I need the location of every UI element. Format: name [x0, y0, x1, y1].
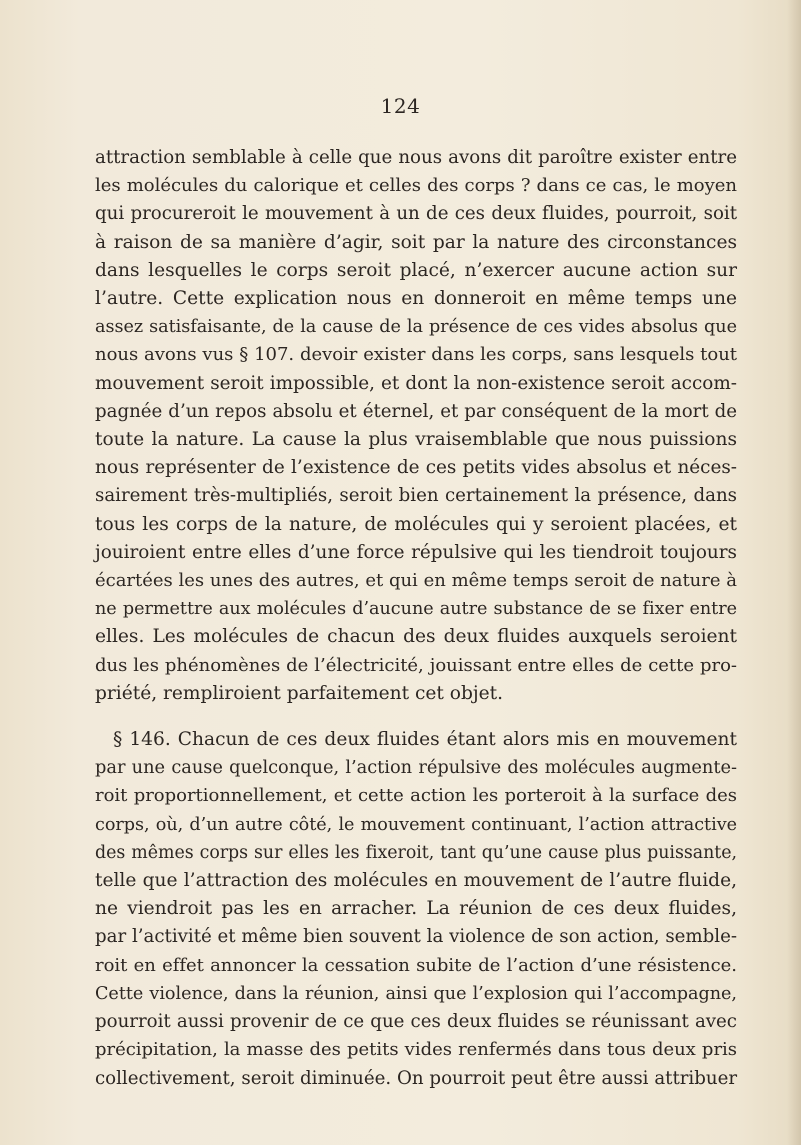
- text-line: corps, où, d’un autre côté, le mouvement continuant, l’action attractive: [95, 814, 737, 835]
- body-text: [95, 144, 737, 1093]
- text-line: des mêmes corps sur elles les fixeroit, tant qu’une cause plus puissante,: [95, 842, 737, 863]
- text-line: qui procureroit le mouvement à un de ces deux fluides, pourroit, soit: [95, 203, 737, 225]
- text-line: attraction semblable à celle que nous avons dit paroître exister entre: [95, 147, 737, 168]
- text-line: § 146. Chacun de ces deux fluides étant alors mis en mouvement: [113, 729, 737, 751]
- paragraph-gap: [95, 708, 737, 726]
- paragraph-2: [95, 726, 737, 1093]
- page-number: 124: [380, 94, 421, 118]
- text-line: telle que l’attraction des molécules en mouvement de l’autre fluide,: [95, 870, 737, 892]
- text-line: collectivement, seroit diminuée. On pourroit peut être aussi attribuer: [95, 1067, 737, 1089]
- text-line: assez satisfaisante, de la cause de la présence de ces vides absolus que: [95, 317, 737, 338]
- text-line: jouiroient entre elles d’une force répulsive qui les tiendroit toujours: [95, 541, 737, 563]
- text-line: les molécules du calorique et celles des corps ? dans ce cas, le moyen: [95, 175, 737, 197]
- text-line: nous représenter de l’existence de ces petits vides absolus et néces-: [95, 457, 737, 479]
- text-line: nous avons vus § 107. devoir exister dans les corps, sans lesquels tout: [95, 344, 737, 366]
- text-line: priété, rempliroient parfaitement cet objet.: [95, 682, 504, 704]
- page-edge-shadow: [787, 0, 801, 1145]
- text-line: par l’activité et même bien souvent la violence de son action, semble-: [95, 926, 737, 948]
- text-line: mouvement seroit impossible, et dont la non-existence seroit accom-: [95, 372, 737, 394]
- text-line: à raison de sa manière d’agir, soit par la nature des circonstances: [95, 231, 737, 253]
- text-line: tous les corps de la nature, de molécules qui y seroient placées, et: [95, 513, 737, 535]
- text-line: pourroit aussi provenir de ce que ces deux fluides se réunissant avec: [95, 1011, 737, 1033]
- text-line: elles. Les molécules de chacun des deux fluides auxquels seroient: [95, 626, 737, 648]
- text-line: l’autre. Cette explication nous en donneroit en même temps une: [95, 288, 737, 310]
- text-line: écartées les unes des autres, et qui en même temps seroit de nature à: [95, 570, 737, 592]
- text-line: dus les phénomènes de l’électricité, jouissant entre elles de cette pro-: [95, 654, 737, 676]
- text-line: ne permettre aux molécules d’aucune autre substance de se fixer entre: [95, 599, 737, 620]
- text-line: ne viendroit pas les en arracher. La réunion de ces deux fluides,: [95, 898, 737, 920]
- text-line: précipitation, la masse des petits vides renfermés dans tous deux pris: [95, 1039, 737, 1061]
- text-line: Cette violence, dans la réunion, ainsi que l’explosion qui l’accompagne,: [95, 983, 737, 1004]
- text-line: toute la nature. La cause la plus vraisemblable que nous puissions: [95, 429, 737, 451]
- text-line: par une cause quelconque, l’action répulsive des molécules augmente-: [95, 757, 737, 779]
- text-line: roit en effet annoncer la cessation subite de l’action d’une résistence.: [95, 954, 737, 976]
- text-line: roit proportionnellement, et cette action les porteroit à la surface des: [95, 785, 737, 807]
- text-line: pagnée d’un repos absolu et éternel, et par conséquent de la mort de: [95, 400, 737, 422]
- text-line: sairement très-multipliés, seroit bien certainement la présence, dans: [95, 485, 737, 507]
- text-line: dans lesquelles le corps seroit placé, n’exercer aucune action sur: [95, 259, 737, 281]
- paragraph-1: [95, 144, 737, 708]
